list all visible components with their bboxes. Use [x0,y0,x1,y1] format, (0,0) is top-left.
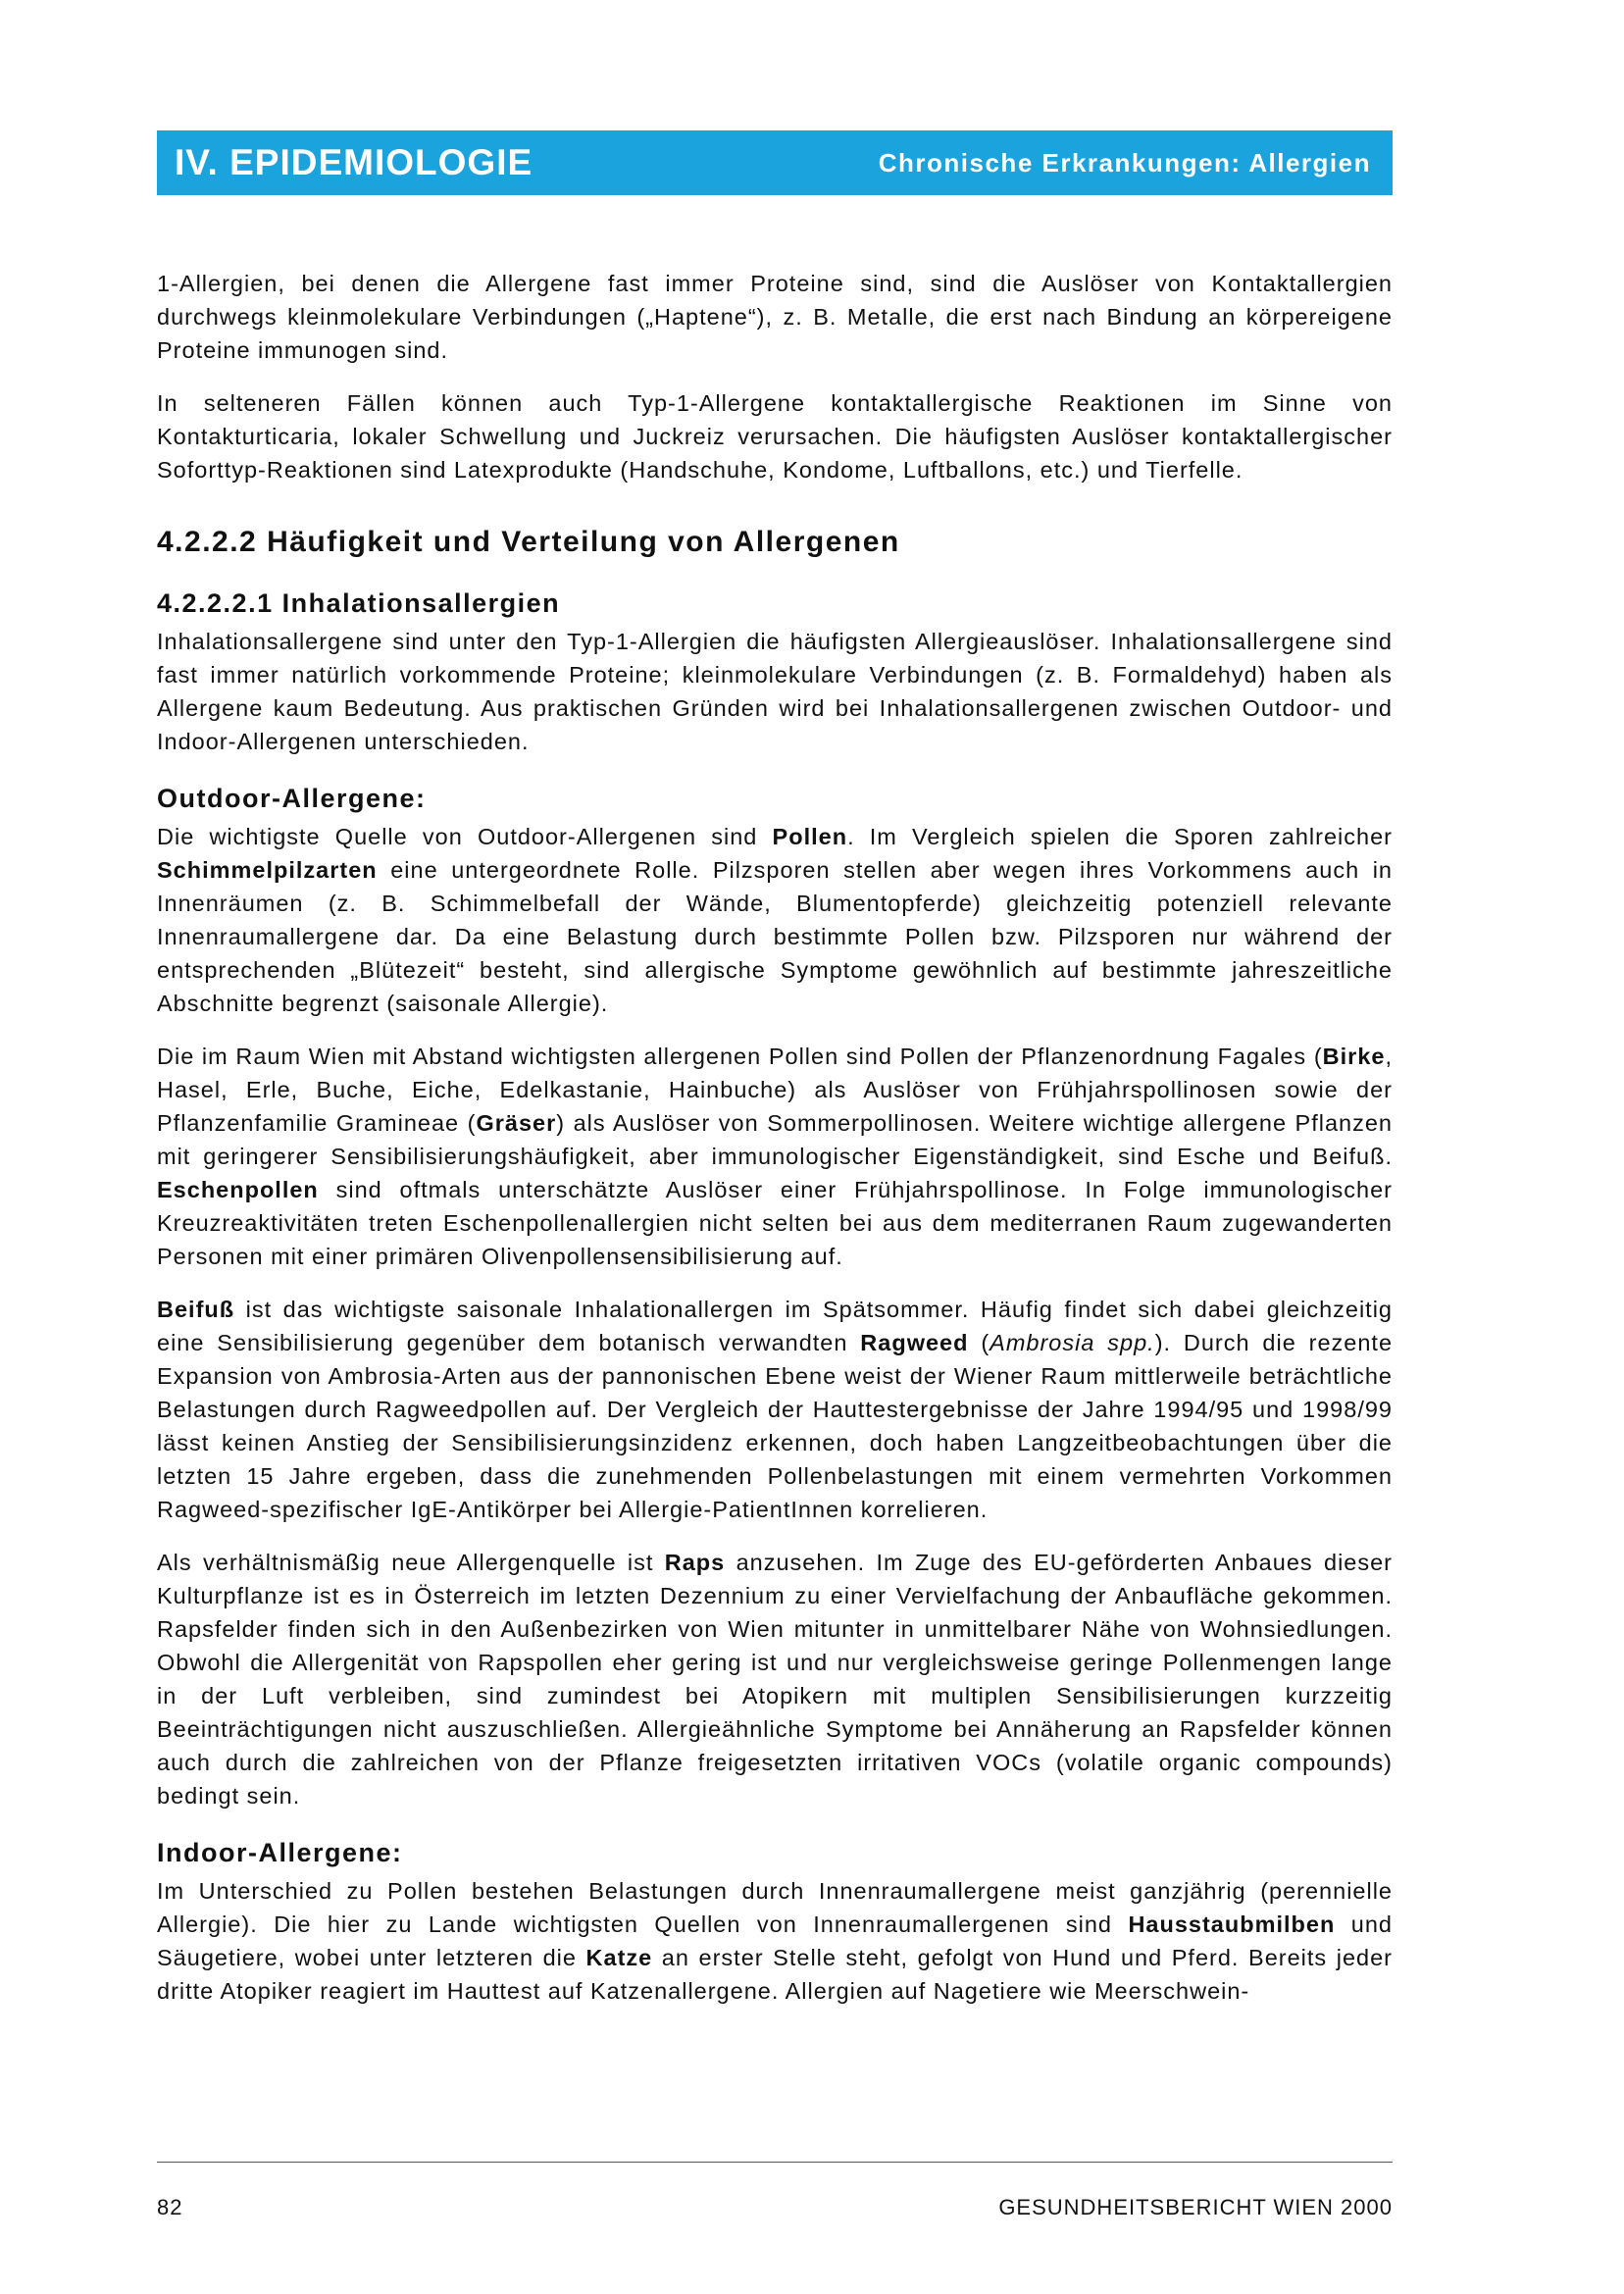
section-heading: 4.2.2.2 Häufigkeit und Verteilung von Allergenen [157,526,900,558]
outdoor-paragraph-2: Die im Raum Wien mit Abstand wichtigsten allergenen Pollen sind Pollen der Pflanzenordnung Fagales (Birke, Hasel, Erle, Buche, Eiche, Edelkastanie, Hainbuche) als Auslöser von Frühjahrspollinosen sowie der Pflanzenfamilie Gramineae (Gräser) als Auslöser von Sommerpollinosen. Weitere wichtige allergene Pflanzen mit geringerer Sensibilisierungshäufigkeit, aber immunologischer Eigenständigkeit, sind Esche und Beifuß. Eschenpollen sind oftmals unterschätzte Auslöser einer Frühjahrspollinose. In Folge immunologischer Kreuzreaktivitäten treten Eschenpollenallergien nicht selten bei aus dem mediterranen Raum zugewanderten Personen mit einer primären Olivenpollensensibilisierung auf. [157,1044,1393,1269]
outdoor-paragraph-1: Die wichtigste Quelle von Outdoor-Allergenen sind Pollen. Im Vergleich spielen die Sporen zahlreicher Schimmelpilzarten eine untergeordnete Rolle. Pilzsporen stellen aber wegen ihres Vorkommens auch in Innenräumen (z. B. Schimmelbefall der Wände, Blumentopferde) gleichzeitig potenziell relevante Innenraumallergene dar. Da eine Belastung durch bestimmte Pollen bzw. Pilzsporen nur während der entsprechenden „Blütezeit“ besteht, sind allergische Symptome gewöhnlich auf bestimmte jahreszeitliche Abschnitte begrenzt (saisonale Allergie). [157,824,1393,1016]
intro-paragraph-2: In selteneren Fällen können auch Typ-1-Allergene kontaktallergische Reaktionen im Sinne von Kontakturticaria, lokaler Schwellung und Juckreiz verursachen. Die häufigsten Auslöser kontaktallergischer Soforttyp-Reaktionen sind Latexprodukte (Handschuhe, Kondome, Luftballons, etc.) und Tierfelle. [157,390,1393,483]
keyword-eschenpollen: Eschenpollen [157,1177,319,1202]
keyword-graeser: Gräser [476,1110,557,1136]
keyword-raps: Raps [664,1550,726,1575]
outdoor-paragraph-4: Als verhältnismäßig neue Allergenquelle ist Raps anzusehen. Im Zuge des EU-geförderten Anbaues dieser Kulturpflanze ist es in Österreich im letzten Dezennium zu einer Vervielfachung der Anbaufläche gekommen. Rapsfelder finden sich in den Außenbezirken von Wien mitunter in unmittelbarer Nähe von Wohnsiedlungen. Obwohl die Allergenität von Rapspollen eher gering ist und nur vergleichsweise geringe Pollenmengen lange in der Luft verbleiben, sind zumindest bei Atopikern mit multiplen Sensibilisierungen kurzzeitig Beeinträchtigungen nicht auszuschließen. Allergieähnliche Symptome bei Annäherung an Rapsfelder können auch durch die zahlreichen von der Pflanze freigesetzten irritativen VOCs (volatile organic compounds) bedingt sein. [157,1550,1394,1809]
keyword-hausstaubmilben: Hausstaubmilben [1128,1912,1336,1937]
keyword-katze: Katze [585,1945,653,1970]
keyword-beifuss: Beifuß [157,1297,235,1322]
subsection-heading: 4.2.2.2.1 Inhalationsallergien [157,588,561,618]
header-bar [157,130,1393,195]
keyword-schimmelpilzarten: Schimmelpilzarten [157,857,378,883]
footer-divider [157,2162,1393,2163]
species-name: Ambrosia spp. [990,1330,1155,1355]
section-title: Chronische Erkrankungen: Allergien [878,147,1371,178]
outdoor-heading: Outdoor-Allergene: [157,784,427,813]
page-number: 82 [157,2195,183,2219]
inhalation-paragraph: Inhalationsallergene sind unter den Typ-1-Allergien die häufigsten Allergieauslöser. Inhalationsallergene sind fast immer natürlich vorkommende Proteine; kleinmolekulare Verbindungen (z. B. Formaldehyd) haben als Allergene kaum Bedeutung. Aus praktischen Gründen wird bei Inhalationsallergenen zwischen Outdoor- und Indoor-Allergenen unterschieden. [157,629,1393,754]
chapter-title: IV. EPIDEMIOLOGIE [175,142,533,182]
page-content [157,267,1393,2027]
indoor-heading: Indoor-Allergene: [157,1838,403,1867]
keyword-birke: Birke [1322,1044,1386,1069]
publication-title: GESUNDHEITSBERICHT WIEN 2000 [998,2195,1393,2219]
intro-paragraph-1: 1-Allergien, bei denen die Allergene fast immer Proteine sind, sind die Auslöser von Kontaktallergien durchwegs kleinmolekulare Verbindungen („Haptene“), z. B. Metalle, die erst nach Bindung an körpereigene Proteine immunogen sind. [157,271,1393,363]
keyword-ragweed: Ragweed [860,1330,969,1355]
outdoor-paragraph-3: Beifuß ist das wichtigste saisonale Inhalationallergen im Spätsommer. Häufig findet sich dabei gleichzeitig eine Sensibilisierung gegenüber dem botanisch verwandten Ragweed (Ambrosia spp.). Durch die rezente Expansion von Ambrosia-Arten aus der pannonischen Ebene weist der Wiener Raum mittlerweile beträchtliche Belastungen durch Ragweedpollen auf. Der Vergleich der Hauttestergebnisse der Jahre 1994/95 und 1998/99 lässt keinen Anstieg der Sensibilisierungsinzidenz erkennen, doch haben Langzeitbeobachtungen über die letzten 15 Jahre ergeben, dass die zunehmenden Pollenbelastungen mit einem vermehrten Vorkommen Ragweed-spezifischer IgE-Antikörper bei Allergie-PatientInnen korrelieren. [157,1297,1394,1522]
indoor-paragraph-1: Im Unterschied zu Pollen bestehen Belastungen durch Innenraumallergene meist ganzjährig (perennielle Allergie). Die hier zu Lande wichtigsten Quellen von Innenraumallergenen sind Hausstaubmilben und Säugetiere, wobei unter letzteren die Katze an erster Stelle steht, gefolgt von Hund und Pferd. Bereits jeder dritte Atopiker reagiert im Hauttest auf Katzenallergene. Allergien auf Nagetiere wie Meerschwein- [157,1878,1393,2004]
keyword-pollen: Pollen [772,824,848,849]
